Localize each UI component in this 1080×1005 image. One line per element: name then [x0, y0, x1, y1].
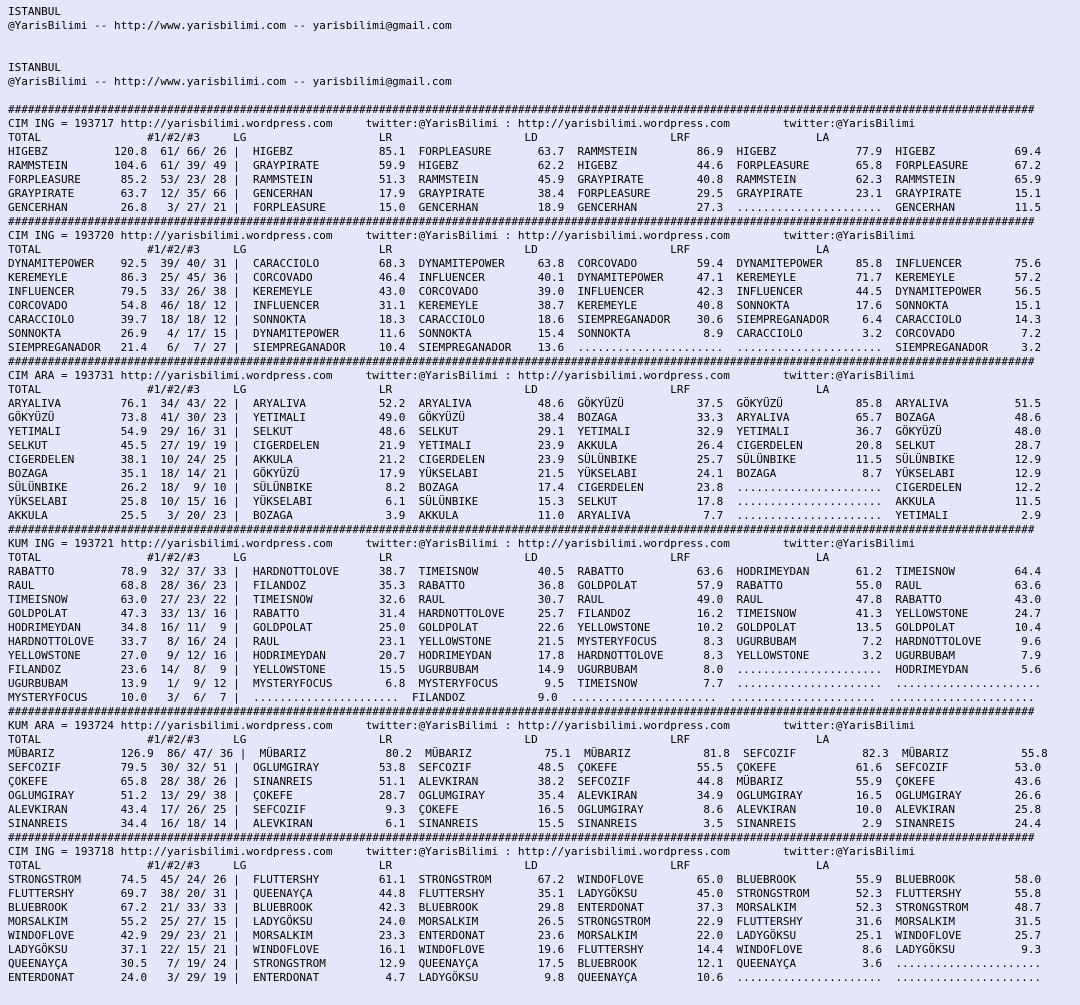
race-block	[8, 355, 1080, 523]
result-row: STRONGSTROM 74.5 45/ 24/ 26 | FLUTTERSHY 61.1 STRONGSTROM 67.2 WINDOFLOVE 65.0 BLUEBROOK 55.9 BLUEBROOK 58.0	[8, 873, 1042, 886]
race-block	[8, 103, 1080, 215]
result-row: BLUEBROOK 67.2 21/ 33/ 33 | BLUEBROOK 42.3 BLUEBROOK 29.8 ENTERDONAT 37.3 MORSALKIM 52.3 STRONGSTROM 48.7	[8, 901, 1042, 914]
separator-line: ###########################################################################################################################################################	[8, 103, 1035, 116]
result-row: KEREMEYLE 86.3 25/ 45/ 36 | CORCOVADO 46.4 INFLUENCER 40.1 DYNAMITEPOWER 47.1 KEREMEYLE 71.7 KEREMEYLE 57.2	[8, 271, 1042, 284]
result-row: GOLDPOLAT 47.3 33/ 13/ 16 | RABATTO 31.4 HARDNOTTOLOVE 25.7 FILANDOZ 16.2 TIMEISNOW 41.3 YELLOWSTONE 24.7	[8, 607, 1042, 620]
race-block	[8, 523, 1080, 705]
result-row: INFLUENCER 79.5 33/ 26/ 38 | KEREMEYLE 43.0 CORCOVADO 39.0 INFLUENCER 42.3 INFLUENCER 44.5 DYNAMITEPOWER 56.5	[8, 285, 1042, 298]
result-row: CORCOVADO 54.8 46/ 18/ 12 | INFLUENCER 31.1 KEREMEYLE 38.7 KEREMEYLE 40.8 SONNOKTA 17.6 SONNOKTA 15.1	[8, 299, 1042, 312]
result-row: YELLOWSTONE 27.0 9/ 12/ 16 | HODRIMEYDAN 20.7 HODRIMEYDAN 17.8 HARDNOTTOLOVE 8.3 YELLOWSTONE 3.2 UGURBUBAM 7.9	[8, 649, 1042, 662]
race-block	[8, 215, 1080, 355]
result-row: FILANDOZ 23.6 14/ 8/ 9 | YELLOWSTONE 15.5 UGURBUBAM 14.9 UGURBUBAM 8.0 ...................... HODRIMEYDAN 5.6	[8, 663, 1042, 676]
result-row: AKKULA 25.5 3/ 20/ 23 | BOZAGA 3.9 AKKULA 11.0 ARYALIVA 7.7 ...................... YETIMALI 2.9	[8, 509, 1042, 522]
header-contact: @YarisBilimi -- http://www.yarisbilimi.com -- yarisbilimi@gmail.com	[8, 19, 452, 32]
result-row: ARYALIVA 76.1 34/ 43/ 22 | ARYALIVA 52.2 ARYALIVA 48.6 GÖKYÜZÜ 37.5 GÖKYÜZÜ 85.8 ARYALIVA 51.5	[8, 397, 1042, 410]
blank-gap	[8, 33, 1080, 61]
result-row: RAMMSTEIN 104.6 61/ 39/ 49 | GRAYPIRATE 59.9 HIGEBZ 62.2 HIGEBZ 44.6 FORPLEASURE 65.8 FORPLEASURE 67.2	[8, 159, 1042, 172]
race-tables	[8, 103, 1080, 985]
column-header: TOTAL #1/#2/#3 LG LR LD LRF LA	[8, 243, 830, 256]
column-header: TOTAL #1/#2/#3 LG LR LD LRF LA	[8, 551, 830, 564]
result-row: TIMEISNOW 63.0 27/ 23/ 22 | TIMEISNOW 32.6 RAUL 30.7 RAUL 49.0 RAUL 47.8 RABATTO 43.0	[8, 593, 1042, 606]
result-row: ALEVKIRAN 43.4 17/ 26/ 25 | SEFCOZIF 9.3 ÇOKEFE 16.5 OGLUMGIRAY 8.6 ALEVKIRAN 10.0 ALEVKIRAN 25.8	[8, 803, 1042, 816]
result-row: QUEENAYÇA 30.5 7/ 19/ 24 | STRONGSTROM 12.9 QUEENAYÇA 17.5 BLUEBROOK 12.1 QUEENAYÇA 3.6 ......................	[8, 957, 1042, 970]
separator-line: ###########################################################################################################################################################	[8, 215, 1035, 228]
result-row: HODRIMEYDAN 34.8 16/ 11/ 9 | GOLDPOLAT 25.0 GOLDPOLAT 22.6 YELLOWSTONE 10.2 GOLDPOLAT 13.5 GOLDPOLAT 10.4	[8, 621, 1042, 634]
result-row: RAUL 68.8 28/ 36/ 23 | FILANDOZ 35.3 RABATTO 36.8 GOLDPOLAT 57.9 RABATTO 55.0 RAUL 63.6	[8, 579, 1042, 592]
result-row: SONNOKTA 26.9 4/ 17/ 15 | DYNAMITEPOWER 11.6 SONNOKTA 15.4 SONNOKTA 8.9 CARACCIOLO 3.2 CORCOVADO 7.2	[8, 327, 1042, 340]
column-header: TOTAL #1/#2/#3 LG LR LD LRF LA	[8, 383, 830, 396]
result-row: CIGERDELEN 38.1 10/ 24/ 25 | AKKULA 21.2 CIGERDELEN 23.9 SÜLÜNBIKE 25.7 SÜLÜNBIKE 11.5 SÜLÜNBIKE 12.9	[8, 453, 1042, 466]
result-row: SÜLÜNBIKE 26.2 18/ 9/ 10 | SÜLÜNBIKE 8.2 BOZAGA 17.4 CIGERDELEN 23.8 ...................... CIGERDELEN 12.2	[8, 481, 1042, 494]
result-row: OGLUMGIRAY 51.2 13/ 29/ 38 | ÇOKEFE 28.7 OGLUMGIRAY 35.4 ALEVKIRAN 34.9 OGLUMGIRAY 16.5 OGLUMGIRAY 26.6	[8, 789, 1042, 802]
result-row: WINDOFLOVE 42.9 29/ 23/ 21 | MORSALKIM 23.3 ENTERDONAT 23.6 MORSALKIM 22.0 LADYGÖKSU 25.1 WINDOFLOVE 25.7	[8, 929, 1042, 942]
result-row: CARACCIOLO 39.7 18/ 18/ 12 | SONNOKTA 18.3 CARACCIOLO 18.6 SIEMPREGANADOR 30.6 SIEMPREGANADOR 6.4 CARACCIOLO 14.3	[8, 313, 1042, 326]
result-row: YETIMALI 54.9 29/ 16/ 31 | SELKUT 48.6 SELKUT 29.1 YETIMALI 32.9 YETIMALI 36.7 GÖKYÜZÜ 48.0	[8, 425, 1042, 438]
race-block	[8, 705, 1080, 831]
result-row: RABATTO 78.9 32/ 37/ 33 | HARDNOTTOLOVE 38.7 TIMEISNOW 40.5 RABATTO 63.6 HODRIMEYDAN 61.2 TIMEISNOW 64.4	[8, 565, 1042, 578]
result-row: MORSALKIM 55.2 25/ 27/ 15 | LADYGÖKSU 24.0 MORSALKIM 26.5 STRONGSTROM 22.9 FLUTTERSHY 31.6 MORSALKIM 31.5	[8, 915, 1042, 928]
result-row: HIGEBZ 120.8 61/ 66/ 26 | HIGEBZ 85.1 FORPLEASURE 63.7 RAMMSTEIN 86.9 HIGEBZ 77.9 HIGEBZ 69.4	[8, 145, 1042, 158]
header-contact: @YarisBilimi -- http://www.yarisbilimi.com -- yarisbilimi@gmail.com	[8, 75, 452, 88]
result-row: ÇOKEFE 65.8 28/ 38/ 26 | SINANREIS 51.1 ALEVKIRAN 38.2 SEFCOZIF 44.8 MÜBARIZ 55.9 ÇOKEFE 43.6	[8, 775, 1042, 788]
result-row: GENCERHAN 26.8 3/ 27/ 21 | FORPLEASURE 15.0 GENCERHAN 18.9 GENCERHAN 27.3 ...................... GENCERHAN 11.5	[8, 201, 1042, 214]
result-row: SINANREIS 34.4 16/ 18/ 14 | ALEVKIRAN 6.1 SINANREIS 15.5 SINANREIS 3.5 SINANREIS 2.9 SINANREIS 24.4	[8, 817, 1042, 830]
result-row: FLUTTERSHY 69.7 38/ 20/ 31 | QUEENAYÇA 44.8 FLUTTERSHY 35.1 LADYGÖKSU 45.0 STRONGSTROM 52.3 FLUTTERSHY 55.8	[8, 887, 1042, 900]
separator-line: ###########################################################################################################################################################	[8, 705, 1035, 718]
race-header: KUM ING = 193721 http://yarisbilimi.wordpress.com twitter:@YarisBilimi : http://yarisbilimi.wordpress.com twitter:@YarisBilimi	[8, 537, 916, 550]
result-row: FORPLEASURE 85.2 53/ 23/ 28 | RAMMSTEIN 51.3 RAMMSTEIN 45.9 GRAYPIRATE 40.8 RAMMSTEIN 62.3 RAMMSTEIN 65.9	[8, 173, 1042, 186]
column-header: TOTAL #1/#2/#3 LG LR LD LRF LA	[8, 733, 830, 746]
separator-line: ###########################################################################################################################################################	[8, 523, 1035, 536]
column-header: TOTAL #1/#2/#3 LG LR LD LRF LA	[8, 859, 830, 872]
result-row: DYNAMITEPOWER 92.5 39/ 40/ 31 | CARACCIOLO 68.3 DYNAMITEPOWER 63.8 CORCOVADO 59.4 DYNAMITEPOWER 85.8 INFLUENCER 75.6	[8, 257, 1042, 270]
result-row: GRAYPIRATE 63.7 12/ 35/ 66 | GENCERHAN 17.9 GRAYPIRATE 38.4 FORPLEASURE 29.5 GRAYPIRATE 23.1 GRAYPIRATE 15.1	[8, 187, 1042, 200]
race-block	[8, 831, 1080, 985]
result-row: LADYGÖKSU 37.1 22/ 15/ 21 | WINDOFLOVE 16.1 WINDOFLOVE 19.6 FLUTTERSHY 14.4 WINDOFLOVE 8.6 LADYGÖKSU 9.3	[8, 943, 1042, 956]
separator-line: ###########################################################################################################################################################	[8, 355, 1035, 368]
column-header: TOTAL #1/#2/#3 LG LR LD LRF LA	[8, 131, 830, 144]
result-row: ENTERDONAT 24.0 3/ 29/ 19 | ENTERDONAT 4.7 LADYGÖKSU 9.8 QUEENAYÇA 10.6 ...................... ......................	[8, 971, 1042, 984]
blank-line	[8, 89, 1080, 103]
result-row: SELKUT 45.5 27/ 19/ 19 | CIGERDELEN 21.9 YETIMALI 23.9 AKKULA 26.4 CIGERDELEN 20.8 SELKUT 28.7	[8, 439, 1042, 452]
result-row: MÜBARIZ 126.9 86/ 47/ 36 | MÜBARIZ 80.2 MÜBARIZ 75.1 MÜBARIZ 81.8 SEFCOZIF 82.3 MÜBARIZ 55.8	[8, 747, 1048, 760]
separator-line: ###########################################################################################################################################################	[8, 831, 1035, 844]
race-header: CIM ING = 193718 http://yarisbilimi.wordpress.com twitter:@YarisBilimi : http://yarisbilimi.wordpress.com twitter:@YarisBilimi	[8, 845, 916, 858]
result-row: SEFCOZIF 79.5 30/ 32/ 51 | OGLUMGIRAY 53.8 SEFCOZIF 48.5 ÇOKEFE 55.5 ÇOKEFE 61.6 SEFCOZIF 53.0	[8, 761, 1042, 774]
result-row: GÖKYÜZÜ 73.8 41/ 30/ 23 | YETIMALI 49.0 GÖKYÜZÜ 38.4 BOZAGA 33.3 ARYALIVA 65.7 BOZAGA 48.6	[8, 411, 1042, 424]
result-row: BOZAGA 35.1 18/ 14/ 21 | GÖKYÜZÜ 17.9 YÜKSELABI 21.5 YÜKSELABI 24.1 BOZAGA 8.7 YÜKSELABI 12.9	[8, 467, 1042, 480]
race-header: CIM ING = 193720 http://yarisbilimi.wordpress.com twitter:@YarisBilimi : http://yarisbilimi.wordpress.com twitter:@YarisBilimi	[8, 229, 916, 242]
race-header: CIM ING = 193717 http://yarisbilimi.wordpress.com twitter:@YarisBilimi : http://yarisbilimi.wordpress.com twitter:@YarisBilimi	[8, 117, 916, 130]
result-row: UGURBUBAM 13.9 1/ 9/ 12 | MYSTERYFOCUS 6.8 MYSTERYFOCUS 9.5 TIMEISNOW 7.7 ...................... ......................	[8, 677, 1042, 690]
header-city: ISTANBUL	[8, 61, 61, 74]
race-header: CIM ARA = 193731 http://yarisbilimi.wordpress.com twitter:@YarisBilimi : http://yarisbilimi.wordpress.com twitter:@YarisBilimi	[8, 369, 916, 382]
result-row: HARDNOTTOLOVE 33.7 8/ 16/ 24 | RAUL 23.1 YELLOWSTONE 21.5 MYSTERYFOCUS 8.3 UGURBUBAM 7.2 HARDNOTTOLOVE 9.6	[8, 635, 1042, 648]
result-row: YÜKSELABI 25.8 10/ 15/ 16 | YÜKSELABI 6.1 SÜLÜNBIKE 15.3 SELKUT 17.8 ...................... AKKULA 11.5	[8, 495, 1042, 508]
result-row: SIEMPREGANADOR 21.4 6/ 7/ 27 | SIEMPREGANADOR 10.4 SIEMPREGANADOR 13.6 ...................... ...................... SIEMPREGANADOR 3.2	[8, 341, 1042, 354]
race-header: KUM ARA = 193724 http://yarisbilimi.wordpress.com twitter:@YarisBilimi : http://yarisbilimi.wordpress.com twitter:@YarisBilimi	[8, 719, 916, 732]
result-row: MYSTERYFOCUS 10.0 3/ 6/ 7 | ...................... FILANDOZ 9.0 ...................... ...................... ......................	[8, 691, 1035, 704]
header-city: ISTANBUL	[8, 5, 61, 18]
